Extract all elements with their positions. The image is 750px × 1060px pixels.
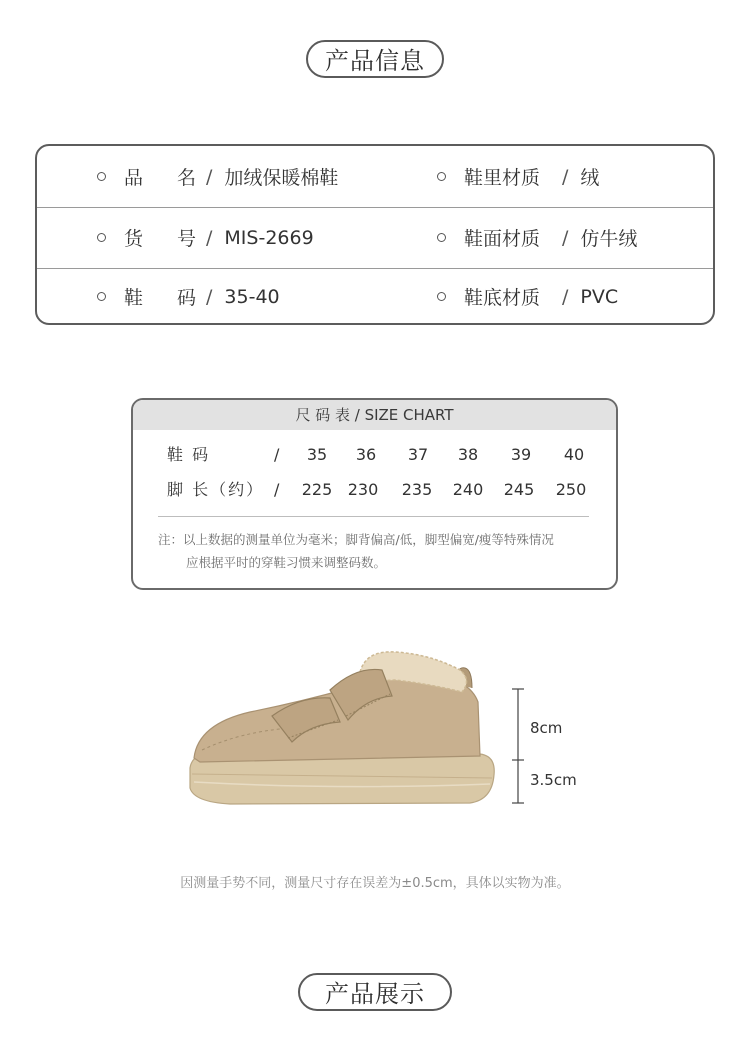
info-cell — [437, 268, 618, 325]
divider — [158, 516, 589, 517]
info-label: 鞋底材质 — [464, 287, 541, 309]
separator: / — [206, 165, 213, 188]
size-row-label: 鞋 码 — [167, 445, 211, 464]
size-cell: 225 — [301, 480, 333, 499]
bullet-icon — [97, 172, 106, 181]
size-cell: 38 — [457, 445, 479, 464]
info-label: 鞋里材质 — [464, 167, 541, 189]
size-row-label: 脚 长（约） — [167, 480, 265, 499]
bullet-icon — [437, 233, 446, 242]
note-line: 注：以上数据的测量单位为毫米；脚背偏高/低，脚型偏宽/瘦等特殊情况 — [158, 532, 554, 547]
shaft-height-label: 8cm — [530, 719, 563, 737]
separator: / — [562, 226, 569, 249]
info-row — [37, 268, 713, 325]
info-value: 35-40 — [224, 285, 280, 308]
product-info-table — [35, 144, 715, 325]
info-label: 鞋面材质 — [464, 228, 541, 250]
section-title-product-display: 产品展示 — [298, 973, 452, 1011]
bullet-icon — [97, 292, 106, 301]
info-value: MIS-2669 — [224, 226, 314, 249]
size-cell: 250 — [555, 480, 587, 499]
bullet-icon — [437, 172, 446, 181]
info-row — [37, 207, 713, 269]
size-cell: 36 — [355, 445, 377, 464]
size-chart-note — [158, 528, 554, 574]
info-value: 加绒保暖棉鞋 — [224, 167, 339, 189]
shoe-image — [180, 640, 510, 820]
info-label: 品名 — [124, 167, 196, 189]
bullet-icon — [437, 292, 446, 301]
separator: / — [562, 165, 569, 188]
info-cell — [437, 146, 599, 207]
info-cell — [437, 207, 637, 268]
info-cell — [97, 207, 314, 268]
size-chart-title: 尺 码 表 / SIZE CHART — [133, 400, 616, 430]
size-chart-row — [133, 476, 616, 504]
size-cell: 235 — [401, 480, 433, 499]
size-chart-row — [133, 441, 616, 469]
size-cell: 240 — [452, 480, 484, 499]
separator: / — [274, 480, 280, 499]
bullet-icon — [97, 233, 106, 242]
size-chart-table — [131, 398, 618, 590]
info-cell — [97, 146, 338, 207]
separator: / — [274, 445, 280, 464]
info-label: 货号 — [124, 228, 196, 250]
info-value: 绒 — [580, 167, 600, 189]
info-cell — [97, 268, 280, 325]
info-value: 仿牛绒 — [580, 228, 638, 250]
info-label: 鞋码 — [124, 287, 196, 309]
info-value: PVC — [580, 285, 619, 308]
separator: / — [562, 285, 569, 308]
size-cell: 40 — [563, 445, 585, 464]
section-title-product-info: 产品信息 — [306, 40, 444, 78]
size-cell: 35 — [306, 445, 328, 464]
measurement-disclaimer: 因测量手势不同，测量尺寸存在误差为±0.5cm，具体以实物为准。 — [180, 876, 570, 891]
separator: / — [206, 226, 213, 249]
size-cell: 245 — [503, 480, 535, 499]
note-line: 应根据平时的穿鞋习惯来调整码数。 — [186, 555, 387, 570]
separator: / — [206, 285, 213, 308]
size-cell: 37 — [407, 445, 429, 464]
sole-height-label: 3.5cm — [530, 771, 577, 789]
size-cell: 39 — [510, 445, 532, 464]
size-cell: 230 — [347, 480, 379, 499]
info-row — [37, 146, 713, 208]
